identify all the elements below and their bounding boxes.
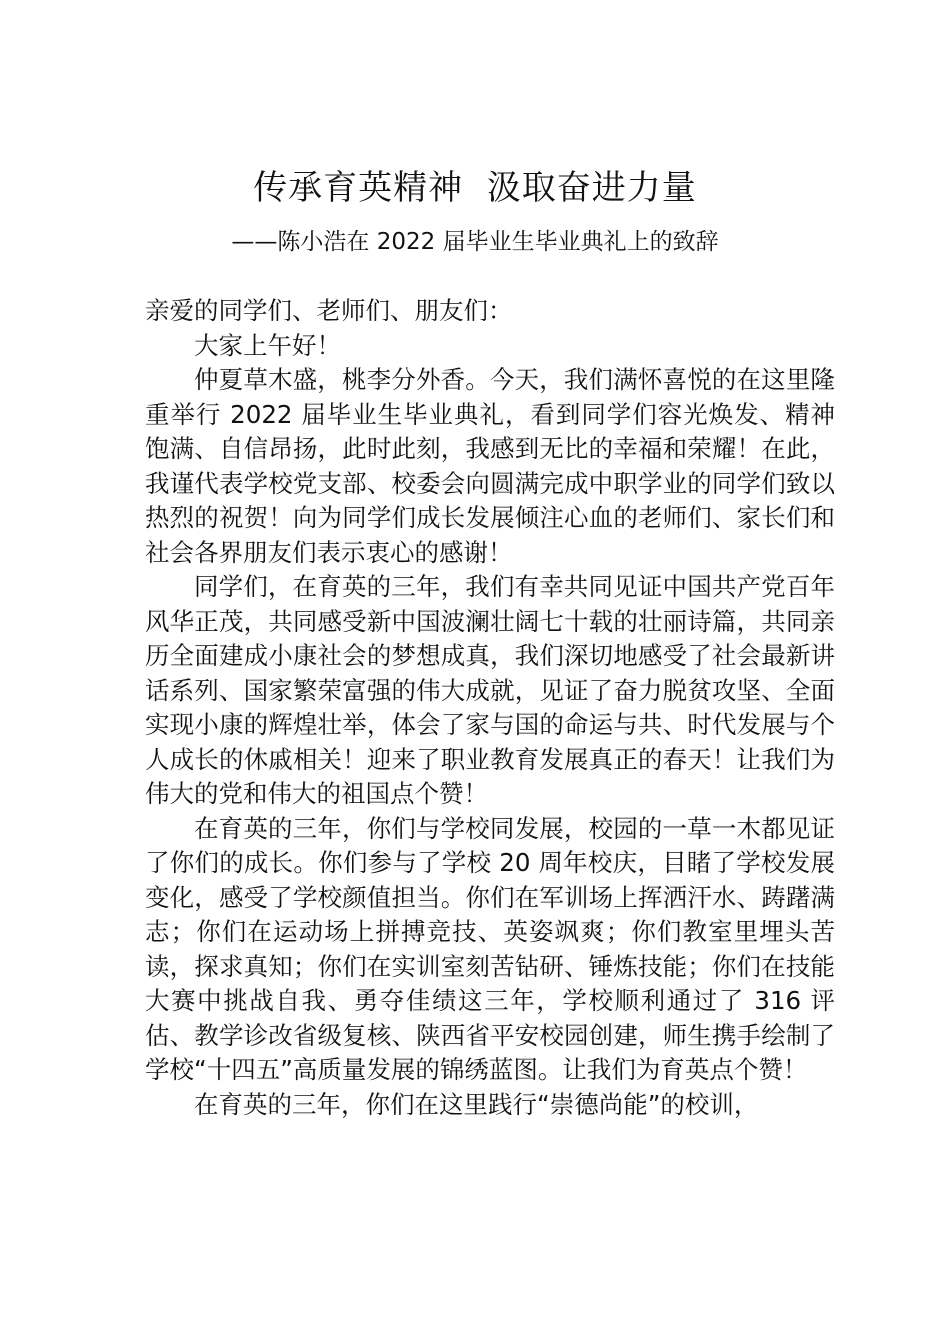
paragraph-nation: 同学们，在育英的三年，我们有幸共同见证中国共产党百年风华正茂，共同感受新中国波澜壮阔七十载的壮丽诗篇，共同亲历全面建成小康社会的梦想成真，我们深切地感受了社会最新讲话系列、国家繁荣富强的伟大成就，见证了奋力脱贫攻坚、全面实现小康的辉煌壮举，体会了家与国的命运与共、时代发展与个人成长的休戚相关！迎来了职业教育发展真正的春天！让我们为伟大的党和伟大的祖国点个赞！ [145, 572, 835, 808]
document-body [145, 294, 835, 1122]
paragraph-motto: 在育英的三年，你们在这里践行“崇德尚能”的校训， [194, 1089, 759, 1119]
document-subtitle: ——陈小浩在 2022 届毕业生毕业典礼上的致辞 [231, 229, 719, 255]
document-title: 传承育英精神 汲取奋进力量 [253, 168, 697, 208]
paragraph-opening: 仲夏草木盛，桃李分外香。今天，我们满怀喜悦的在这里隆重举行 2022 届毕业生毕业典礼，看到同学们容光焕发、精神饱满、自信昂扬，此时此刻，我感到无比的幸福和荣耀！在此，我谨代表学校党支部、校委会向圆满完成中职学业的同学们致以热烈的祝贺！向为同学们成长发展倾注心血的老师们、家长们和社会各界朋友们表示衷心的感谢！ [145, 365, 835, 567]
paragraph-greeting: 大家上午好！ [194, 330, 341, 360]
paragraph-school: 在育英的三年，你们与学校同发展，校园的一草一木都见证了你们的成长。你们参与了学校 20 周年校庆，目睹了学校发展变化，感受了学校颜值担当。你们在军训场上挥洒汗水、踌躇满志；你们在运动场上拼搏竞技、英姿飒爽；你们教室里埋头苦读，探求真知；你们在实训室刻苦钻研、锤炼技能；你们在技能大赛中挑战自我、勇夺佳绩这三年，学校顺利通过了 316 评估、教学诊改省级复核、陕西省平安校园创建，师生携手绘制了学校“十四五”高质量发展的锦绣蓝图。让我们为育英点个赞！ [145, 813, 835, 1084]
salutation: 亲爱的同学们、老师们、朋友们： [145, 296, 513, 325]
